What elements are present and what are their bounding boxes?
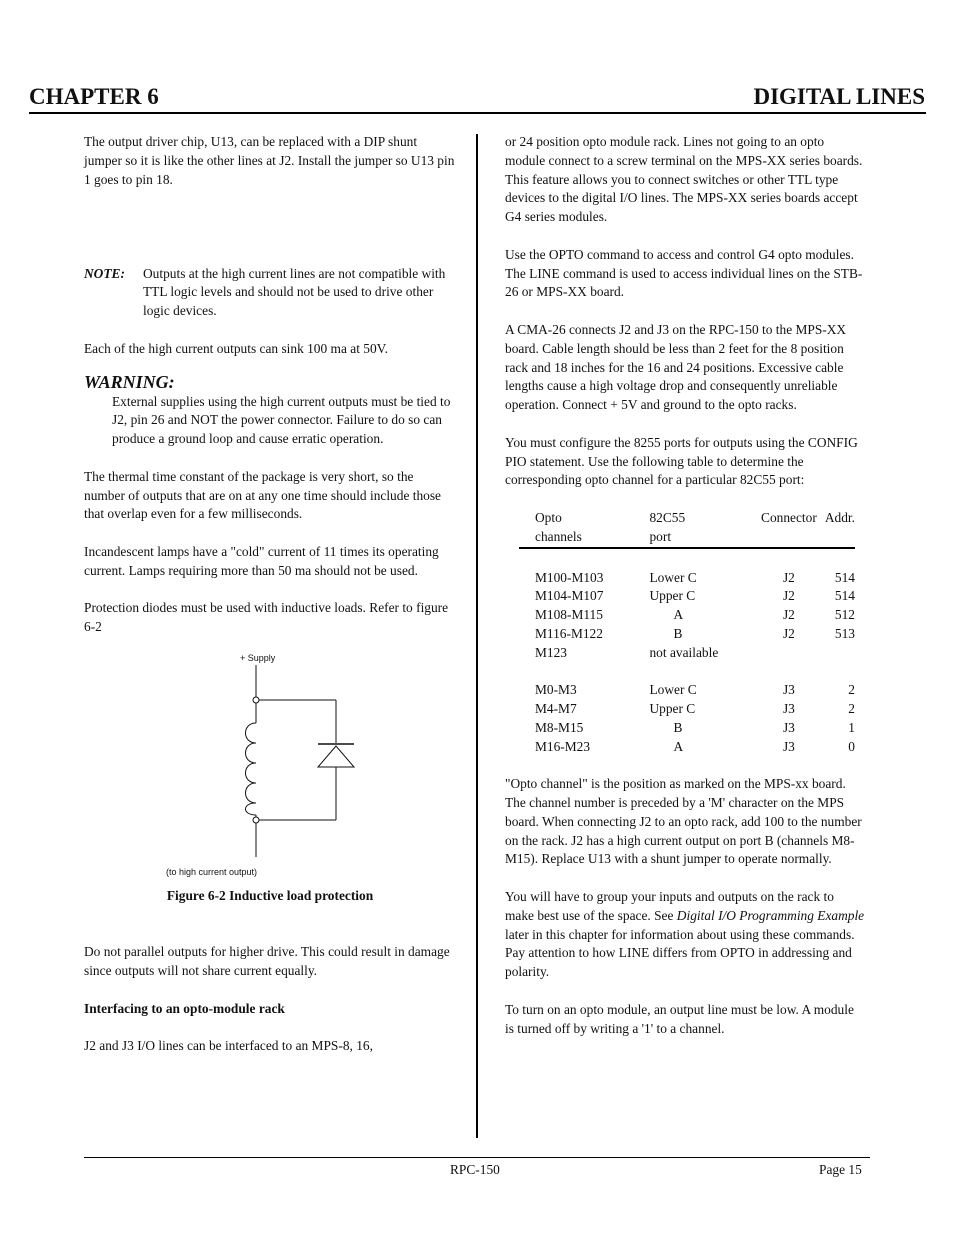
table-row: M104-M107 Upper C J2 514 [535,588,855,604]
column-divider [476,134,478,1138]
table-row: M16-M23 A J3 0 [535,738,855,754]
paragraph-opto-channel: "Opto channel" is the position as marked on the MPS-xx board. The channel number is preceded by a 'M' character on the MPS board. When connecting J2 to an opto rack, add 100 to the number on the rack. J2 has a high current output on port B (channels M8-M15). Replace U13 with a shunt jumper to operate normally. [505,776,862,867]
reference-link-text: Digital I/O Programming Example [676,907,865,923]
subheading-opto-rack: Interfacing to an opto-module rack [84,1000,285,1016]
paragraph-turn-on: To turn on an opto module, an output line must be low. A module is turned off by writing a '1' to a channel. [505,1001,854,1036]
note-block [84,265,456,321]
paragraph-sink-current: Each of the high current outputs can sink 100 ma at 50V. [84,340,388,356]
footer-document-name: RPC-150 [450,1162,500,1177]
chapter-title: DIGITAL LINES [753,84,925,109]
paragraph-thermal: The thermal time constant of the package is very short, so the number of outputs that are on at any one time should include those that overlap even for a few milliseconds. [84,468,442,522]
paragraph-config: You must configure the 8255 ports for outputs using the CONFIG PIO statement. Use the following table to determine the corresponding opto channel for a particular 82C55 port: [505,434,858,488]
paragraph-opto-command: Use the OPTO command to access and control G4 opto modules. The LINE command is used to access individual lines on the STB-26 or MPS-XX board. [505,246,863,300]
left-column [84,133,456,1056]
diode-triangle [318,746,354,767]
figure-caption: Figure 6-2 Inductive load protection [166,887,374,903]
warning-heading: WARNING: [84,371,175,392]
node-bottom [253,817,259,823]
table-row: M116-M122 B J2 513 [535,625,855,641]
table-row: M8-M15 B J3 1 [535,719,855,735]
paragraph-interface: J2 and J3 I/O lines can be interfaced to an MPS-8, 16, [84,1038,373,1054]
table-row: M123 not available [535,644,719,660]
header-rule [29,112,926,114]
table-row: M100-M103 Lower C J2 514 [535,569,855,585]
paragraph-lamps: Incandescent lamps have a "cold" current of 11 times its operating current. Lamps requiring more than 50 ma should not be used. [84,543,439,578]
right-column [505,133,865,1038]
footer-page-number: Page 15 [819,1162,862,1177]
paragraph-rack: or 24 position opto module rack. Lines not going to an opto module connect to a screw terminal on the MPS-XX series boards. This feature allows you to connect switches or other TTL type devices to the digital I/O lines. The MPS-XX series boards accept G4 series modules. [505,134,863,225]
note-label: NOTE: [84,265,125,281]
table-header-row: channels port [519,528,855,548]
inductive-load-figure [84,647,456,887]
circuit-diagram [84,647,456,887]
table-row: M108-M115 A J2 512 [535,607,855,623]
table-row: M4-M7 Upper C J3 2 [535,701,855,717]
paragraph-grouping: You will have to group your inputs and outputs on the rack to make best use of the space. See Digital I/O Programming Example later in this chapter for information about using these commands. Pay attention to how LINE differs from OPTO in addressing and polarity. [505,889,865,980]
paragraph-cma26: A CMA-26 connects J2 and J3 on the RPC-150 to the MPS-XX board. Cable length should be less than 2 feet for the 8 position rack and 18 inches for the 16 and 24 positions. Excessive cable lengths cause a high voltage drop and consequently unreliable operation. Connect + 5V and ground to the opto racks. [505,321,847,413]
note-text: Outputs at the high current lines are not compatible with TTL logic levels and should not be used to drive other logic devices. [143,265,446,319]
opto-channel-table [519,509,855,757]
table-header-row: Opto 82C55 Connector Addr. [535,509,855,525]
inductor-coil [246,723,257,815]
paragraph-u13: The output driver chip, U13, can be replaced with a DIP shunt jumper so it is like the other lines at J2. Install the jumper so U13 pin 1 goes to pin 18. [84,134,455,187]
warning-text: External supplies using the high current outputs must be tied to J2, pin 26 and NOT the power connector. Failure to do so can produce a ground loop and cause erratic operation. [112,393,451,447]
node-top [253,697,259,703]
table-row: M0-M3 Lower C J3 2 [535,682,855,698]
footer-rule [84,1157,870,1158]
output-label: (to high current output) [166,866,258,877]
chapter-heading: CHAPTER 6 [29,84,159,109]
supply-label: + Supply [240,652,276,663]
paragraph-diodes: Protection diodes must be used with inductive loads. Refer to figure 6-2 [84,600,449,635]
paragraph-parallel: Do not parallel outputs for higher drive. This could result in damage since outputs will not share current equally. [84,944,450,979]
